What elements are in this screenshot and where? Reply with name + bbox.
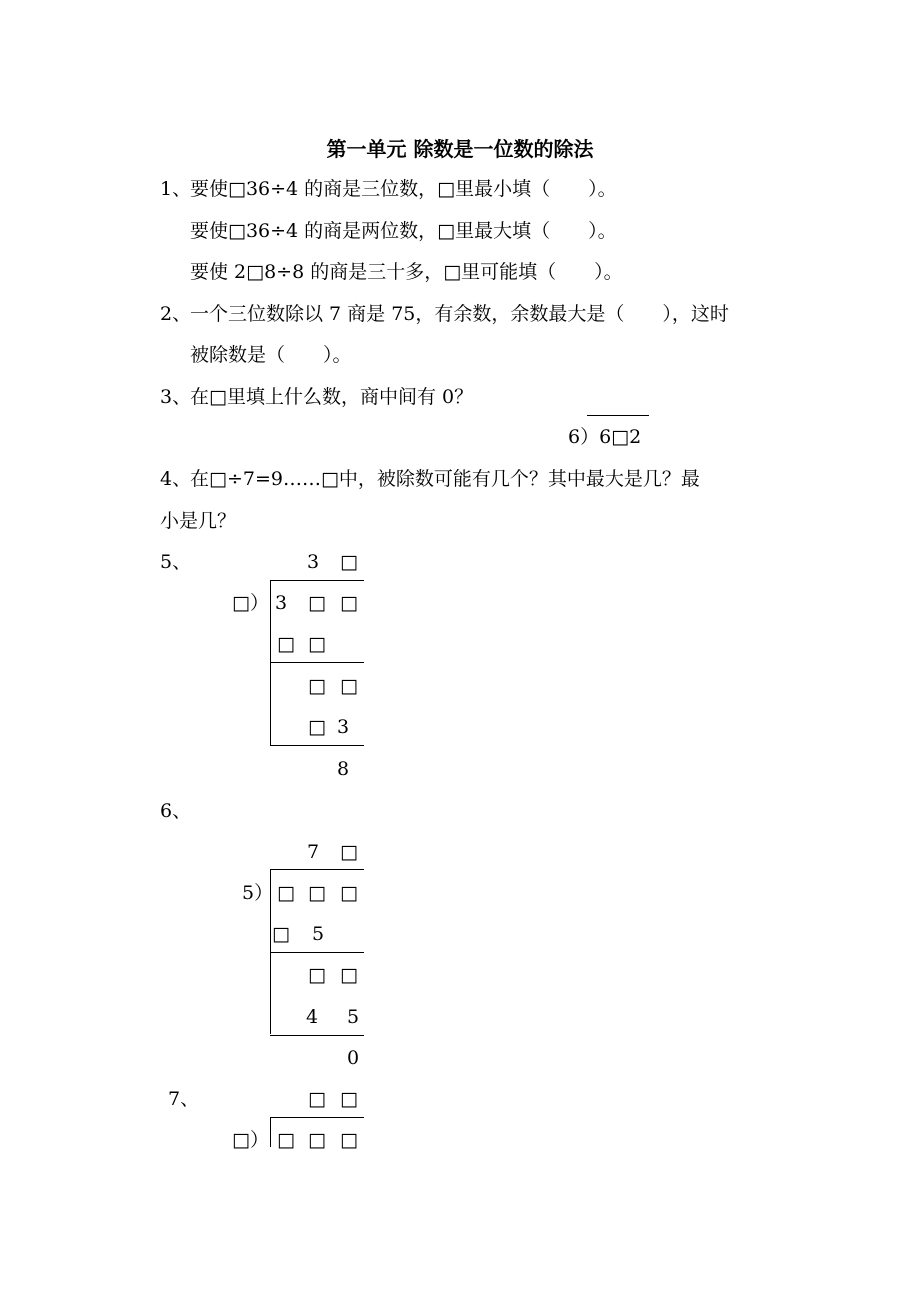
page-title: 第一单元 除数是一位数的除法 bbox=[326, 137, 594, 161]
question-text: 一个三位数除以 7 商是 75，有余数，余数最大是（ ），这时 bbox=[190, 303, 729, 325]
step-digit: □ bbox=[272, 923, 290, 945]
question-number: 6、 bbox=[160, 800, 192, 822]
subtraction-line bbox=[270, 662, 364, 663]
question-number: 7、 bbox=[168, 1088, 200, 1110]
question-text: 要使 2□8÷8 的商是三十多，□里可能填（ ）。 bbox=[190, 261, 623, 283]
divisor: □） bbox=[232, 592, 269, 614]
dividend-digit: □ bbox=[308, 882, 326, 904]
divisor: 5） bbox=[242, 882, 274, 904]
divisor: □） bbox=[232, 1129, 269, 1151]
question-text: 在□里填上什么数，商中间有 0？ bbox=[190, 386, 474, 408]
quotient-digit: □ bbox=[308, 1088, 326, 1110]
quotient-digit: 3 bbox=[306, 551, 320, 573]
step-digit: 3 bbox=[336, 716, 350, 738]
dividend-digit: □ bbox=[277, 1129, 295, 1151]
dividend-digit: 3 bbox=[274, 592, 288, 614]
step-digit: □ bbox=[308, 633, 326, 655]
step-digit: □ bbox=[277, 633, 295, 655]
question-text: 被除数是（ ）。 bbox=[190, 344, 352, 366]
question-number: 5、 bbox=[160, 551, 192, 573]
step-digit: □ bbox=[308, 675, 326, 697]
quotient-digit: 7 bbox=[306, 841, 320, 863]
division-bar bbox=[270, 869, 364, 870]
division-vertical-line bbox=[270, 1117, 271, 1147]
remainder: 0 bbox=[346, 1047, 360, 1069]
step-digit: □ bbox=[340, 675, 358, 697]
question-text: 要使□36÷4 的商是两位数，□里最大填（ ）。 bbox=[190, 220, 617, 242]
quotient-digit: □ bbox=[340, 841, 358, 863]
question-number: 3、 bbox=[160, 386, 192, 408]
step-digit: 5 bbox=[311, 923, 325, 945]
question-text: 小是几？ bbox=[160, 510, 237, 532]
quotient-digit: □ bbox=[340, 551, 358, 573]
remainder: 8 bbox=[336, 758, 350, 780]
division-expression: 6）6□2 bbox=[568, 426, 642, 448]
dividend-digit: □ bbox=[340, 1129, 358, 1151]
step-digit: 5 bbox=[346, 1006, 360, 1028]
step-digit: □ bbox=[308, 716, 326, 738]
question-number: 2、 bbox=[160, 303, 192, 325]
division-bar bbox=[270, 1117, 364, 1118]
question-number: 1、 bbox=[160, 178, 192, 200]
division-bar bbox=[270, 580, 364, 581]
step-digit: 4 bbox=[305, 1006, 319, 1028]
question-text: 在□÷7=9……□中，被除数可能有几个？其中最大是几？最 bbox=[190, 468, 700, 490]
dividend-digit: □ bbox=[308, 592, 326, 614]
subtraction-line bbox=[270, 1035, 364, 1036]
subtraction-line bbox=[270, 745, 364, 746]
quotient-digit: □ bbox=[340, 1088, 358, 1110]
dividend-digit: □ bbox=[308, 1129, 326, 1151]
division-bar bbox=[587, 415, 649, 416]
dividend-digit: □ bbox=[277, 882, 295, 904]
subtraction-line bbox=[270, 952, 364, 953]
question-number: 4、 bbox=[160, 468, 192, 490]
dividend-digit: □ bbox=[340, 882, 358, 904]
question-text: 要使□36÷4 的商是三位数，□里最小填（ ）。 bbox=[190, 178, 617, 200]
step-digit: □ bbox=[308, 964, 326, 986]
step-digit: □ bbox=[340, 964, 358, 986]
dividend-digit: □ bbox=[340, 592, 358, 614]
